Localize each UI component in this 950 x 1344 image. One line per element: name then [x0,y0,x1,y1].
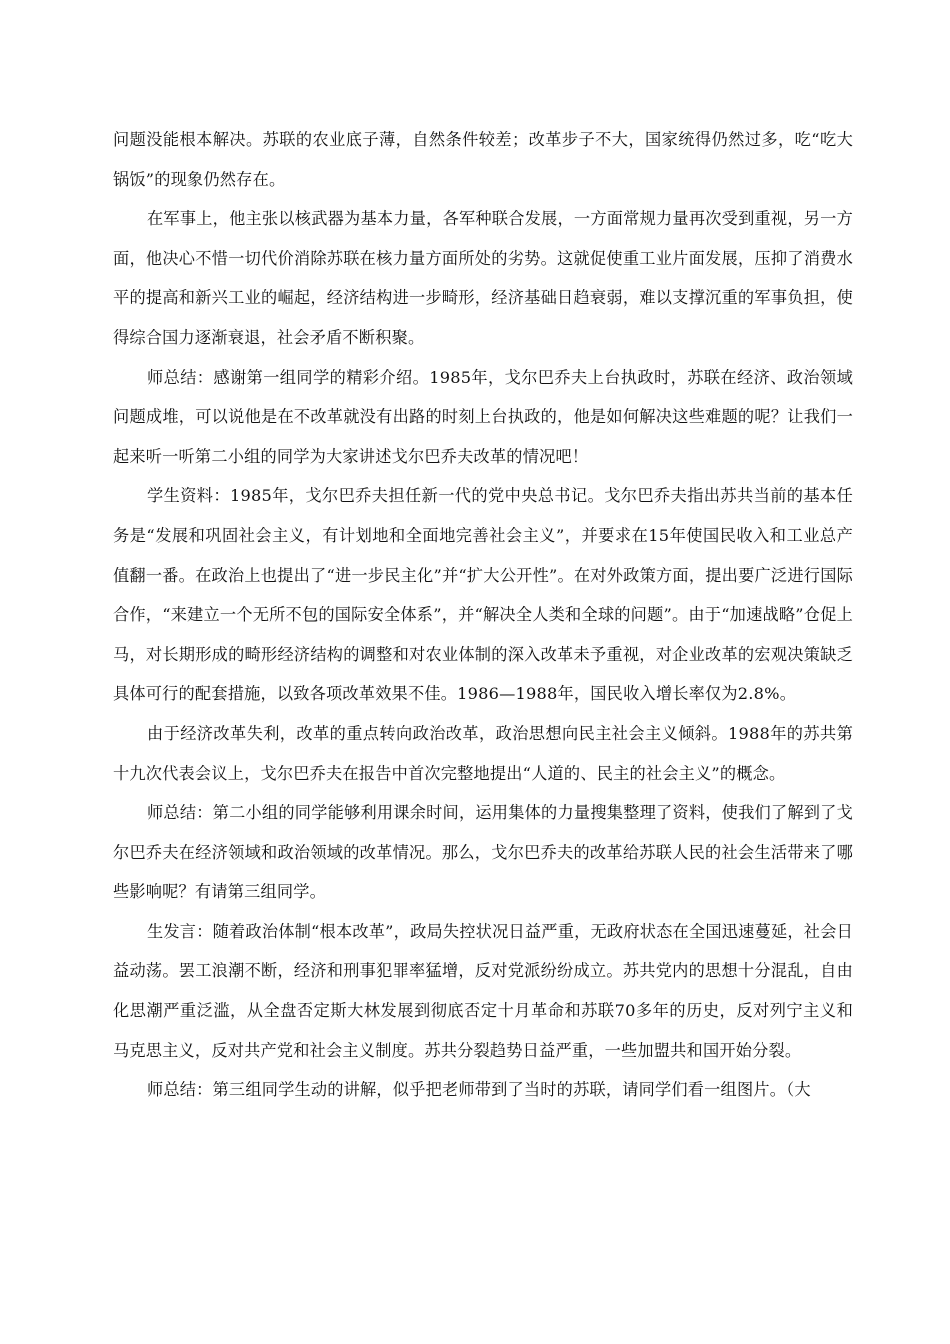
paragraph-teacher-summary-1: 师总结：感谢第一组同学的精彩介绍。1985年，戈尔巴乔夫上台执政时，苏联在经济、政治领域问题成堆，可以说他是在不改革就没有出路的时刻上台执政的，他是如何解决这些难题的呢？让我们一起来听一听第二小组的同学为大家讲述戈尔巴乔夫改革的情况吧！ [113,367,853,466]
paragraph-agriculture-continuation: 问题没能根本解决。苏联的农业底子薄，自然条件较差；改革步子不大，国家统得仍然过多，吃“吃大锅饭”的现象仍然存在。 [113,130,853,189]
paragraph-student-material: 学生资料：1985年，戈尔巴乔夫担任新一代的党中央总书记。戈尔巴乔夫指出苏共当前的基本任务是“发展和巩固社会主义，有计划地和全面地完善社会主义”，并要求在15年使国民收入和工业总产值翻一番。在政治上也提出了“进一步民主化”并“扩大公开性”。在对外政策方面，提出要广泛进行国际合作，“来建立一个无所不包的国际安全体系”，并“解决全人类和全球的问题”。由于“加速战略”仓促上马，对长期形成的畸形经济结构的调整和对农业体制的深入改革未予重视，对企业改革的宏观决策缺乏具体可行的配套措施，以致各项改革效果不佳。1986—1988年，国民收入增长率仅为2.8%。 [113,486,853,704]
paragraph-student-speech: 生发言：随着政治体制“根本改革”，政局失控状况日益严重，无政府状态在全国迅速蔓延，社会日益动荡。罢工浪潮不断，经济和刑事犯罪率猛增，反对党派纷纷成立。苏共党内的思想十分混乱，自由化思潮严重泛滥，从全盘否定斯大林发展到彻底否定十月革命和苏联70多年的历史，反对列宁主义和马克思主义，反对共产党和社会主义制度。苏共分裂趋势日益严重，一些加盟共和国开始分裂。 [113,921,853,1060]
paragraph-political-reform: 由于经济改革失利，改革的重点转向政治改革，政治思想向民主社会主义倾斜。1988年的苏共第十九次代表会议上，戈尔巴乔夫在报告中首次完整地提出“人道的、民主的社会主义”的概念。 [113,723,853,783]
document-body [113,120,853,1110]
paragraph-teacher-summary-3: 师总结：第三组同学生动的讲解，似乎把老师带到了当时的苏联，请同学们看一组图片。（大 [147,1080,811,1100]
paragraph-teacher-summary-2: 师总结：第二小组的同学能够利用课余时间，运用集体的力量搜集整理了资料，使我们了解到了戈尔巴乔夫在经济领域和政治领域的改革情况。那么，戈尔巴乔夫的改革给苏联人民的社会生活带来了哪些影响呢？有请第三组同学。 [113,803,853,902]
paragraph-military-policy: 在军事上，他主张以核武器为基本力量，各军种联合发展，一方面常规力量再次受到重视，另一方面，他决心不惜一切代价消除苏联在核力量方面所处的劣势。这就促使重工业片面发展，压抑了消费水平的提高和新兴工业的崛起，经济结构进一步畸形，经济基础日趋衰弱，难以支撑沉重的军事负担，使得综合国力逐渐衰退，社会矛盾不断积聚。 [113,209,853,347]
